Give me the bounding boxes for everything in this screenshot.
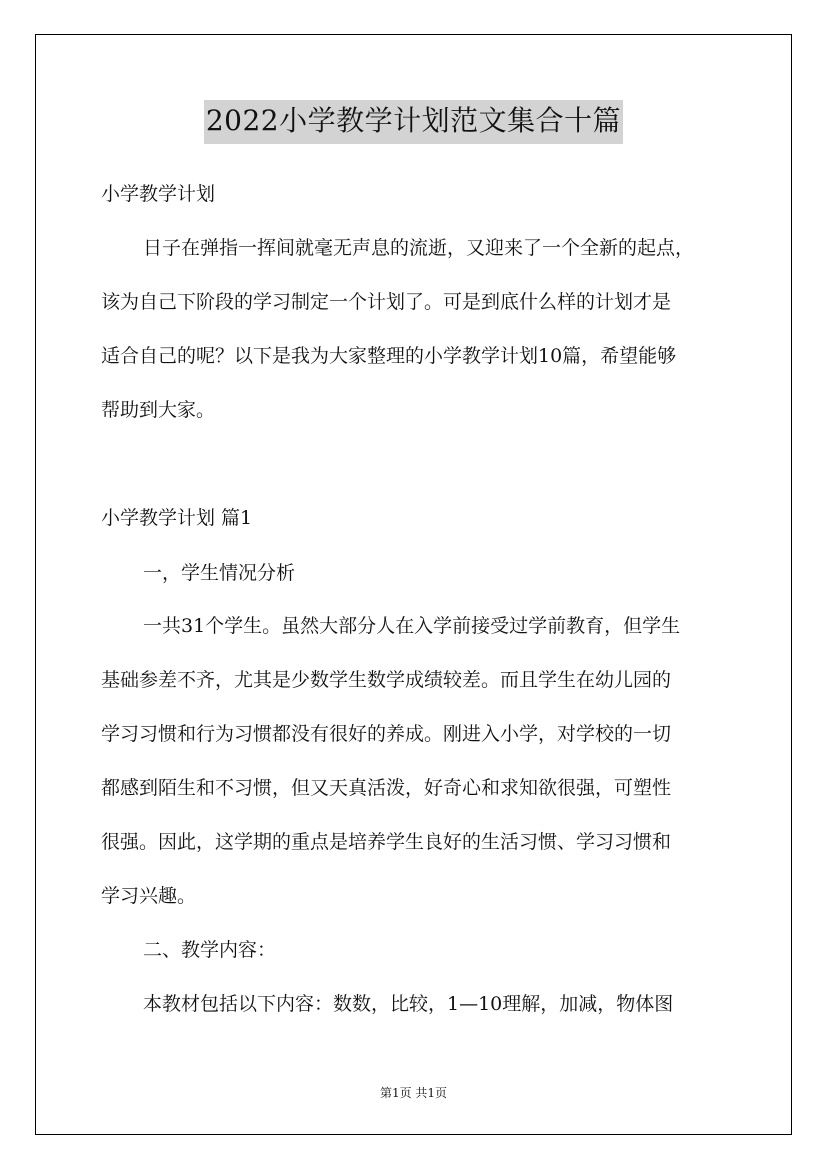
part2-heading: 二、教学内容： xyxy=(143,939,277,961)
part1-line: 学习兴趣。 xyxy=(101,885,197,907)
intro-line: 日子在弹指一挥间就毫无声息的流逝，又迎来了一个全新的起点， xyxy=(143,237,695,259)
section-heading: 小学教学计划 篇1 xyxy=(101,507,253,529)
intro-line: 适合自己的呢？以下是我为大家整理的小学教学计划10篇，希望能够 xyxy=(101,345,677,367)
part1-line: 学习习惯和行为习惯都没有很好的养成。刚进入小学，对学校的一切 xyxy=(101,723,672,745)
part2-line: 本教材包括以下内容：数数，比较，1—10理解，加减，物体图 xyxy=(143,993,674,1015)
intro-line: 该为自己下阶段的学习制定一个计划了。可是到底什么样的计划才是 xyxy=(101,291,672,313)
part1-line: 都感到陌生和不习惯，但又天真活泼，好奇心和求知欲很强，可塑性 xyxy=(101,777,672,799)
page-number: 第1页 共1页 xyxy=(379,1086,448,1100)
part1-line: 基础参差不齐，尤其是少数学生数学成绩较差。而且学生在幼儿园的 xyxy=(101,669,672,691)
document-title xyxy=(0,100,827,144)
document-title-text: 2022小学教学计划范文集合十篇 xyxy=(204,100,623,144)
part1-heading: 一，学生情况分析 xyxy=(143,562,296,584)
intro-heading: 小学教学计划 xyxy=(101,183,216,205)
part1-line: 很强。因此，这学期的重点是培养学生良好的生活习惯、学习习惯和 xyxy=(101,831,672,853)
intro-line: 帮助到大家。 xyxy=(101,399,216,421)
part1-line: 一共31个学生。虽然大部分人在入学前接受过学前教育，但学生 xyxy=(143,615,681,637)
